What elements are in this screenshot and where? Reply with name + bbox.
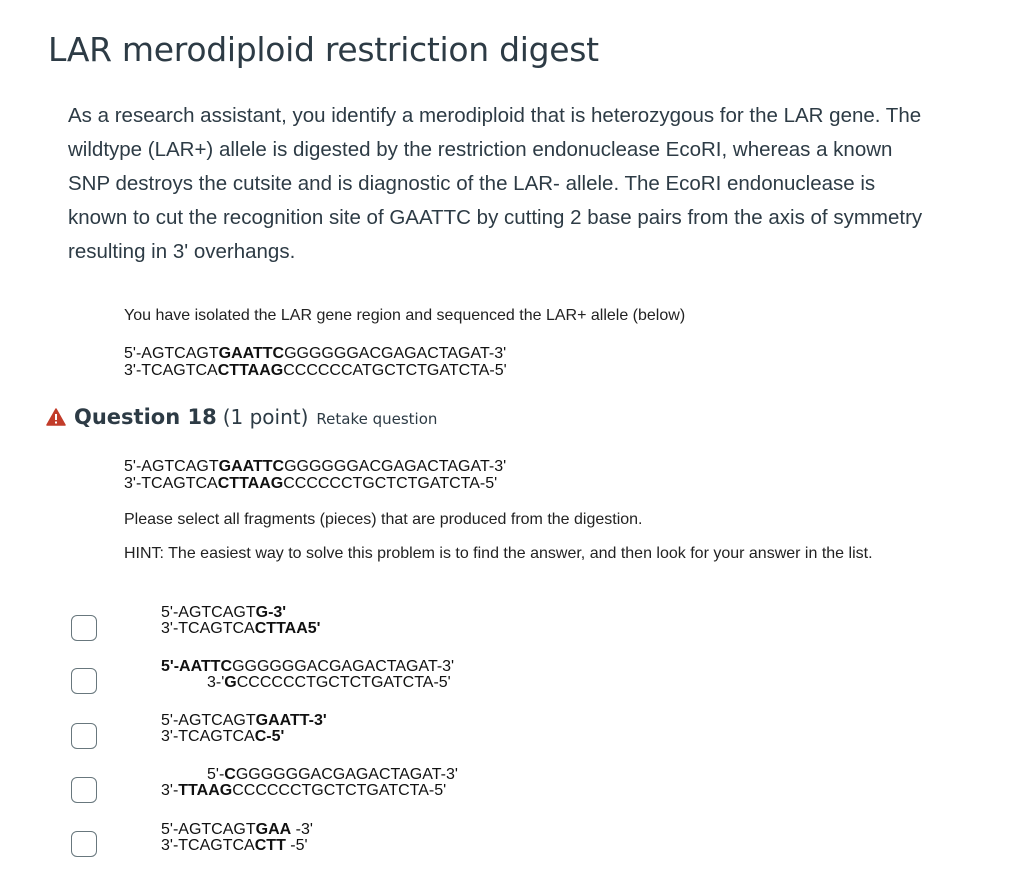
answer-option-4: 5'-CGGGGGGACGAGACTAGAT-3' 3'-TTAAGCCCCCCTGCTCTGATCTA-5' — [161, 766, 458, 799]
answer-checkbox-3[interactable] — [71, 723, 97, 749]
question-sequence — [124, 458, 506, 492]
sequence-line-bottom: 3'-TCAGTCACTTAAGCCCCCCTGCTCTGATCTA-5' — [124, 475, 498, 492]
answer-option-5: 5'-AGTCAGTGAA -3' 3'-TCAGTCACTT -5' — [161, 821, 313, 854]
question-points: (1 point) — [222, 405, 309, 429]
answer-option-2: 5'-AATTCGGGGGGACGAGACTAGAT-3' 3-'GCCCCCCTGCTCTGATCTA-5' — [161, 658, 455, 691]
answer-checkbox-2[interactable] — [71, 668, 97, 694]
answer-checkbox-5[interactable] — [71, 831, 97, 857]
question-prompt: Please select all fragments (pieces) that are produced from the digestion. — [124, 511, 643, 528]
retake-question-link[interactable]: Retake question — [316, 410, 438, 428]
intro-paragraph: As a research assistant, you identify a merodiploid that is heterozygous for the LAR gene. The wildtype (LAR+) allele is digested by the restriction endonuclease EcoRI, whereas a known SNP destroys the cutsite and is diagnostic of the LAR- allele. The EcoRI endonuclease is known to cut the recognition site of GAATTC by cutting 2 base pairs from the axis of symmetry resulting in 3' overhangs. — [68, 104, 923, 263]
warning-triangle-icon — [46, 408, 66, 426]
question-header — [46, 405, 437, 429]
sequence-line-bottom: 3'-TCAGTCACTTAAGCCCCCCATGCTCTGATCTA-5' — [124, 362, 507, 379]
reference-sequence — [124, 345, 507, 379]
answer-option-1: 5'-AGTCAGTG-3' 3'-TCAGTCACTTAA5' — [161, 604, 321, 637]
answer-checkbox-4[interactable] — [71, 777, 97, 803]
question-hint: HINT: The easiest way to solve this problem is to find the answer, and then look for your answer in the list. — [124, 545, 873, 562]
sequence-line-top: 5'-AGTCAGTGAATTCGGGGGGACGAGACTAGAT-3' — [124, 458, 507, 475]
page-title: LAR merodiploid restriction digest — [48, 30, 599, 69]
isolated-note: You have isolated the LAR gene region and sequenced the LAR+ allele (below) — [124, 307, 686, 324]
question-title: Question 18 — [74, 405, 217, 429]
answer-checkbox-1[interactable] — [71, 615, 97, 641]
answer-option-3: 5'-AGTCAGTGAATT-3' 3'-TCAGTCAC-5' — [161, 712, 327, 745]
sequence-line-top: 5'-AGTCAGTGAATTCGGGGGGACGAGACTAGAT-3' — [124, 345, 507, 362]
